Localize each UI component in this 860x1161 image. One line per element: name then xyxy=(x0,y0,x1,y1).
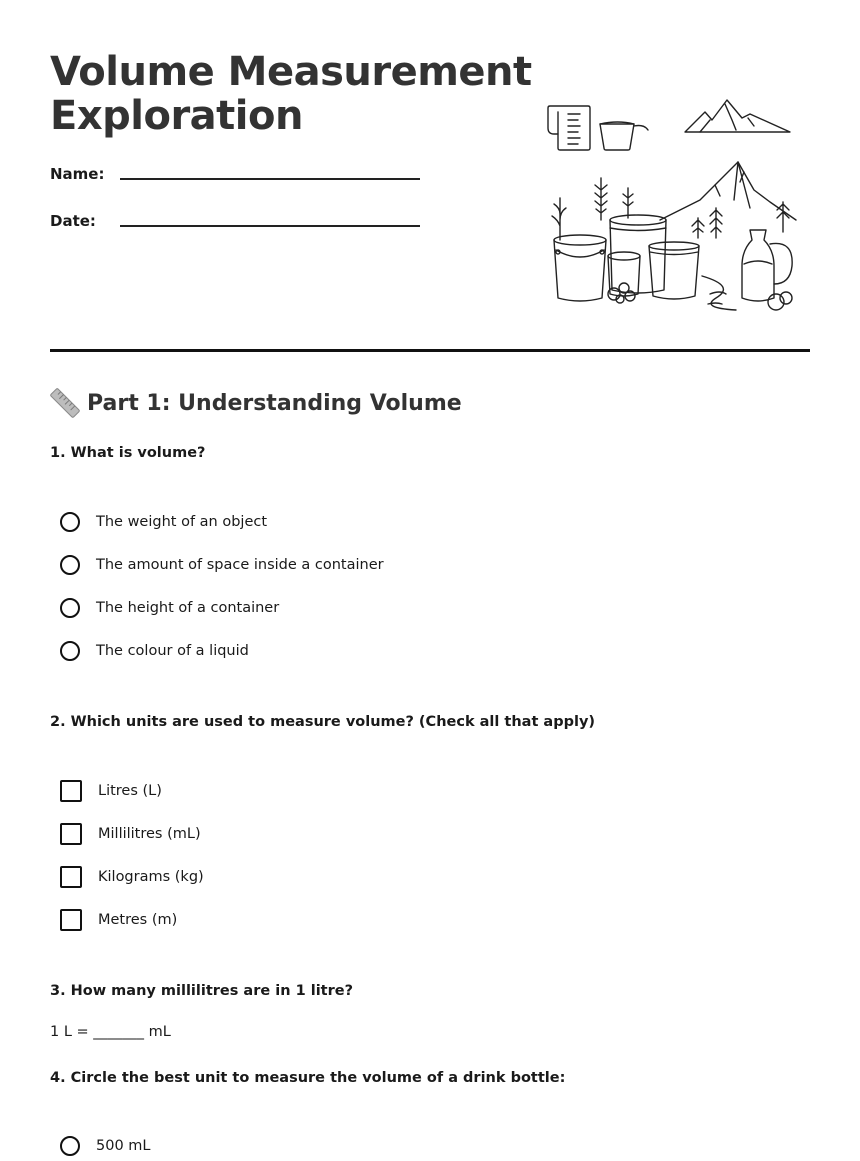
option-label: Millilitres (mL) xyxy=(98,826,201,842)
option-label: Kilograms (kg) xyxy=(98,869,204,885)
radio-button[interactable] xyxy=(60,641,80,661)
measuring-containers-landscape-illustration xyxy=(540,90,810,320)
q1-option-1[interactable] xyxy=(60,510,267,534)
q1-option-3[interactable] xyxy=(60,596,279,620)
option-label: The amount of space inside a container xyxy=(96,557,384,573)
radio-button[interactable] xyxy=(60,512,80,532)
date-label: Date: xyxy=(50,212,96,230)
q1-option-4[interactable] xyxy=(60,639,249,663)
option-label: Metres (m) xyxy=(98,912,178,928)
checkbox[interactable] xyxy=(60,909,82,931)
name-field[interactable] xyxy=(50,165,104,183)
date-field[interactable] xyxy=(50,212,96,230)
q1-option-2[interactable] xyxy=(60,553,384,577)
name-line[interactable] xyxy=(120,178,420,180)
option-label: 500 mL xyxy=(96,1138,151,1154)
part1-heading xyxy=(50,388,462,418)
q3-fill-in-answer[interactable]: 1 L = _______ mL xyxy=(50,1024,171,1040)
title-line-2: Exploration xyxy=(50,93,303,139)
q2-option-4[interactable] xyxy=(60,908,177,932)
ruler-icon xyxy=(50,388,80,418)
q4-option-1[interactable] xyxy=(60,1134,151,1158)
radio-button[interactable] xyxy=(60,555,80,575)
question-1-prompt: 1. What is volume? xyxy=(50,445,206,461)
option-label: The colour of a liquid xyxy=(96,643,249,659)
radio-button[interactable] xyxy=(60,1136,80,1156)
checkbox[interactable] xyxy=(60,780,82,802)
q2-option-1[interactable] xyxy=(60,779,162,803)
option-label: The weight of an object xyxy=(96,514,268,530)
part1-heading-text: Part 1: Understanding Volume xyxy=(87,390,462,416)
option-label: Litres (L) xyxy=(98,783,162,799)
radio-button[interactable] xyxy=(60,598,80,618)
option-label: The height of a container xyxy=(96,600,280,616)
question-2-prompt: 2. Which units are used to measure volume? (Check all that apply) xyxy=(50,714,596,730)
title-line-1: Volume Measurement xyxy=(50,49,532,95)
name-label: Name: xyxy=(50,165,105,183)
question-4-prompt: 4. Circle the best unit to measure the volume of a drink bottle: xyxy=(50,1070,566,1086)
question-3-prompt: 3. How many millilitres are in 1 litre? xyxy=(50,983,353,999)
checkbox[interactable] xyxy=(60,823,82,845)
worksheet-title xyxy=(50,50,532,138)
q2-option-3[interactable] xyxy=(60,865,204,889)
q2-option-2[interactable] xyxy=(60,822,201,846)
checkbox[interactable] xyxy=(60,866,82,888)
section-divider xyxy=(50,349,810,352)
date-line[interactable] xyxy=(120,225,420,227)
